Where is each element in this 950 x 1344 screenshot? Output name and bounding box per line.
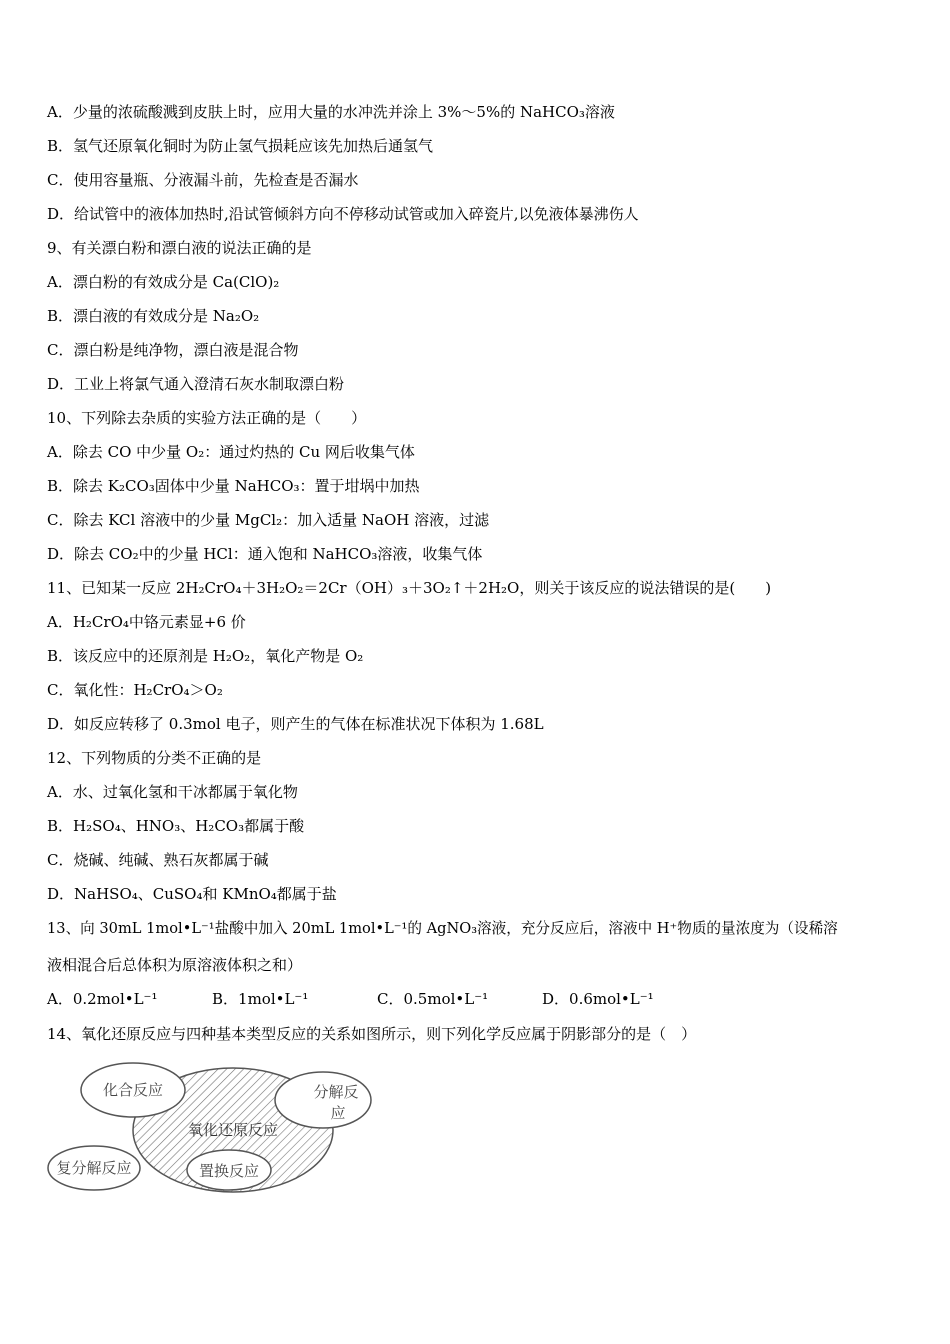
- line-q11-c: C．氧化性：H₂CrO₄＞O₂: [47, 681, 223, 699]
- question-13-cont: 液相混合后总体积为原溶液体积之和）: [47, 956, 303, 974]
- line-q12-c: C．烧碱、纯碱、熟石灰都属于碱: [47, 851, 269, 869]
- question-14: 14、氧化还原反应与四种基本类型反应的关系如图所示，则下列化学反应属于阴影部分的是（ ）: [47, 1025, 697, 1043]
- question-10: 10、下列除去杂质的实验方法正确的是（ ）: [47, 409, 367, 427]
- double-decomposition-label: 复分解反应: [56, 1159, 132, 1177]
- line-q8-c: C．使用容量瓶、分液漏斗前，先检查是否漏水: [47, 171, 359, 189]
- line-q9-b: B．漂白液的有效成分是 Na₂O₂: [47, 307, 260, 325]
- line-q11-b: B．该反应中的还原剂是 H₂O₂，氧化产物是 O₂: [47, 647, 364, 665]
- line-q10-a: A．除去 CO 中少量 O₂：通过灼热的 Cu 网后收集气体: [47, 443, 415, 461]
- line-q9-c: C．漂白粉是纯净物，漂白液是混合物: [47, 341, 299, 359]
- question-9: 9、有关漂白粉和漂白液的说法正确的是: [47, 239, 312, 257]
- line-q8-a: A．少量的浓硫酸溅到皮肤上时，应用大量的水冲洗并涂上 3%～5%的 NaHCO₃溶液: [47, 103, 615, 121]
- combination-label: 化合反应: [102, 1081, 164, 1099]
- displacement-label: 置换反应: [198, 1162, 260, 1180]
- line-q9-d: D．工业上将氯气通入澄清石灰水制取漂白粉: [47, 375, 345, 393]
- line-q11-a: A．H₂CrO₄中铬元素显+6 价: [47, 613, 246, 631]
- q13-option-c: C．0.5mol•L⁻¹: [377, 990, 489, 1008]
- line-q11-d: D．如反应转移了 0.3mol 电子，则产生的气体在标准状况下体积为 1.68L: [47, 715, 544, 733]
- line-q10-d: D．除去 CO₂中的少量 HCl：通入饱和 NaHCO₃溶液，收集气体: [47, 545, 483, 563]
- line-q8-b: B．氢气还原氧化铜时为防止氢气损耗应该先加热后通氢气: [47, 137, 434, 155]
- question-13: 13、向 30mL 1mol•L⁻¹盐酸中加入 20mL 1mol•L⁻¹的 AgNO₃溶液，充分反应后，溶液中 H⁺物质的量浓度为（设稀溶: [47, 920, 838, 937]
- redox-label: 氧化还原反应: [187, 1121, 279, 1139]
- line-q12-a: A．水、过氧化氢和干冰都属于氧化物: [47, 783, 298, 801]
- line-q12-b: B．H₂SO₄、HNO₃、H₂CO₃都属于酸: [47, 817, 305, 835]
- reaction-venn-diagram: [40, 1060, 380, 1200]
- q13-option-d: D．0.6mol•L⁻¹: [542, 990, 654, 1008]
- line-q12-d: D．NaHSO₄、CuSO₄和 KMnO₄都属于盐: [47, 885, 337, 903]
- q13-option-b: B．1mol•L⁻¹: [212, 990, 309, 1008]
- decomposition-label-1: 分解反: [313, 1083, 359, 1101]
- line-q10-b: B．除去 K₂CO₃固体中少量 NaHCO₃：置于坩埚中加热: [47, 477, 420, 495]
- line-q8-d: D．给试管中的液体加热时,沿试管倾斜方向不停移动试管或加入碎瓷片,以免液体暴沸伤人: [47, 205, 639, 223]
- line-q10-c: C．除去 KCl 溶液中的少量 MgCl₂：加入适量 NaOH 溶液，过滤: [47, 511, 490, 529]
- q13-option-a: A．0.2mol•L⁻¹: [47, 990, 158, 1008]
- question-11: 11、已知某一反应 2H₂CrO₄＋3H₂O₂＝2Cr（OH）₃＋3O₂↑＋2H₂O，则关于该反应的说法错误的是( ): [47, 579, 772, 597]
- line-q9-a: A．漂白粉的有效成分是 Ca(ClO)₂: [47, 273, 280, 291]
- question-12: 12、下列物质的分类不正确的是: [47, 749, 262, 767]
- decomposition-label-2: 应: [330, 1104, 346, 1122]
